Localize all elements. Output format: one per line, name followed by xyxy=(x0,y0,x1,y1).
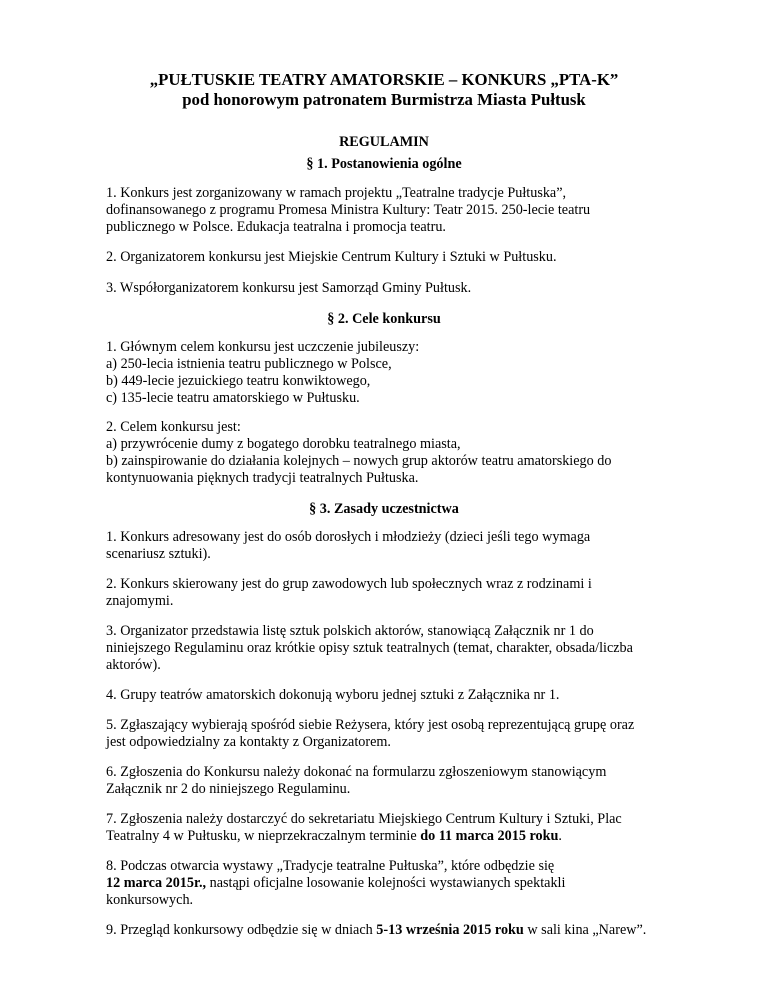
s3-paragraph-9 xyxy=(106,922,681,939)
text-line: publicznego w Polsce. Edukacja teatralna i promocja teatru. xyxy=(106,219,446,235)
text-line: aktorów). xyxy=(106,657,161,673)
s3-paragraph-3 xyxy=(106,623,681,674)
regulamin-heading: REGULAMIN xyxy=(339,134,429,150)
text-line: dofinansowanego z programu Promesa Ministra Kultury: Teatr 2015. 250-lecie teatru xyxy=(106,202,591,218)
s3-paragraph-2 xyxy=(106,576,681,610)
text-line: 6. Zgłoszenia do Konkursu należy dokonać na formularzu zgłoszeniowym stanowiącym xyxy=(106,764,607,780)
text-line: kontynuowania pięknych tradycji teatralnych Pułtuska. xyxy=(106,470,419,486)
s3-paragraph-8 xyxy=(106,858,681,909)
text-line: 3. Współorganizatorem konkursu jest Samorząd Gminy Pułtusk. xyxy=(106,280,472,296)
review-dates: 5-13 września 2015 roku xyxy=(376,922,524,938)
text-run: nastąpi oficjalne losowanie kolejności wystawianych spektakli xyxy=(206,875,566,891)
s2-paragraph-2 xyxy=(106,419,681,487)
s1-paragraph-1 xyxy=(106,185,681,236)
text-line: niniejszego Regulaminu oraz krótkie opisy sztuk teatralnych (temat, charakter, obsada/liczba xyxy=(106,640,633,656)
text-line: 4. Grupy teatrów amatorskich dokonują wyboru jednej sztuki z Załącznika nr 1. xyxy=(106,687,560,703)
deadline-date: do 11 marca 2015 roku xyxy=(420,828,559,844)
text-line: scenariusz sztuki). xyxy=(106,546,211,562)
text-line: 1. Konkurs adresowany jest do osób dorosłych i młodzieży (dzieci jeśli tego wymaga xyxy=(106,529,591,545)
s3-paragraph-5 xyxy=(106,717,681,751)
exhibition-date: 12 marca 2015r., xyxy=(106,875,207,891)
text-line: c) 135-lecie teatru amatorskiego w Pułtusku. xyxy=(106,390,360,406)
text-line: konkursowych. xyxy=(106,892,194,908)
text-line: 2. Organizatorem konkursu jest Miejskie Centrum Kultury i Sztuki w Pułtusku. xyxy=(106,249,557,265)
section-2-heading: § 2. Cele konkursu xyxy=(327,311,441,327)
s2-paragraph-1 xyxy=(106,339,681,407)
text-line: 5. Zgłaszający wybierają spośród siebie Reżysera, który jest osobą reprezentującą grupę oraz xyxy=(106,717,635,733)
text-line: 3. Organizator przedstawia listę sztuk polskich aktorów, stanowiącą Załącznik nr 1 do xyxy=(106,623,594,639)
document-title: „PUŁTUSKIE TEATRY AMATORSKIE – KONKURS „PTA-K” xyxy=(149,70,619,89)
text-line: a) przywrócenie dumy z bogatego dorobku teatralnego miasta, xyxy=(106,436,461,452)
s1-paragraph-3 xyxy=(106,280,681,297)
s3-paragraph-6 xyxy=(106,764,681,798)
text-line xyxy=(106,875,681,892)
text-line: 1. Głównym celem konkursu jest uczczenie jubileuszy: xyxy=(106,339,420,355)
s3-paragraph-1 xyxy=(106,529,681,563)
section-1-heading: § 1. Postanowienia ogólne xyxy=(306,156,462,172)
section-3-heading: § 3. Zasady uczestnictwa xyxy=(309,501,459,517)
text-line: znajomymi. xyxy=(106,593,174,609)
s3-paragraph-7 xyxy=(106,811,681,845)
text-run: w sali kina „Narew”. xyxy=(523,922,647,938)
text-line: b) zainspirowanie do działania kolejnych – nowych grup aktorów teatru amatorskiego do xyxy=(106,453,612,469)
text-line xyxy=(106,922,681,939)
text-line: jest odpowiedzialny za kontakty z Organizatorem. xyxy=(106,734,391,750)
text-line: 7. Zgłoszenia należy dostarczyć do sekretariatu Miejskiego Centrum Kultury i Sztuki, Plac xyxy=(106,811,622,827)
text-run: Teatralny 4 w Pułtusku, w nieprzekraczalnym terminie xyxy=(106,828,421,844)
text-line: 1. Konkurs jest zorganizowany w ramach projektu „Teatralne tradycje Pułtuska”, xyxy=(106,185,567,201)
document-subtitle: pod honorowym patronatem Burmistrza Miasta Pułtusk xyxy=(182,90,586,109)
text-line: a) 250-lecia istnienia teatru publicznego w Polsce, xyxy=(106,356,392,372)
text-line: b) 449-lecie jezuickiego teatru konwiktowego, xyxy=(106,373,371,389)
text-line: 2. Konkurs skierowany jest do grup zawodowych lub społecznych wraz z rodzinami i xyxy=(106,576,592,592)
text-line xyxy=(106,828,681,845)
s1-paragraph-2 xyxy=(106,249,681,266)
text-run: 9. Przegląd konkursowy odbędzie się w dniach xyxy=(106,922,377,938)
s3-paragraph-4 xyxy=(106,687,681,704)
text-line: 8. Podczas otwarcia wystawy „Tradycje teatralne Pułtuska”, które odbędzie się xyxy=(106,858,555,874)
text-run: . xyxy=(558,828,562,844)
text-line: 2. Celem konkursu jest: xyxy=(106,419,241,435)
text-line: Załącznik nr 2 do niniejszego Regulaminu. xyxy=(106,781,351,797)
